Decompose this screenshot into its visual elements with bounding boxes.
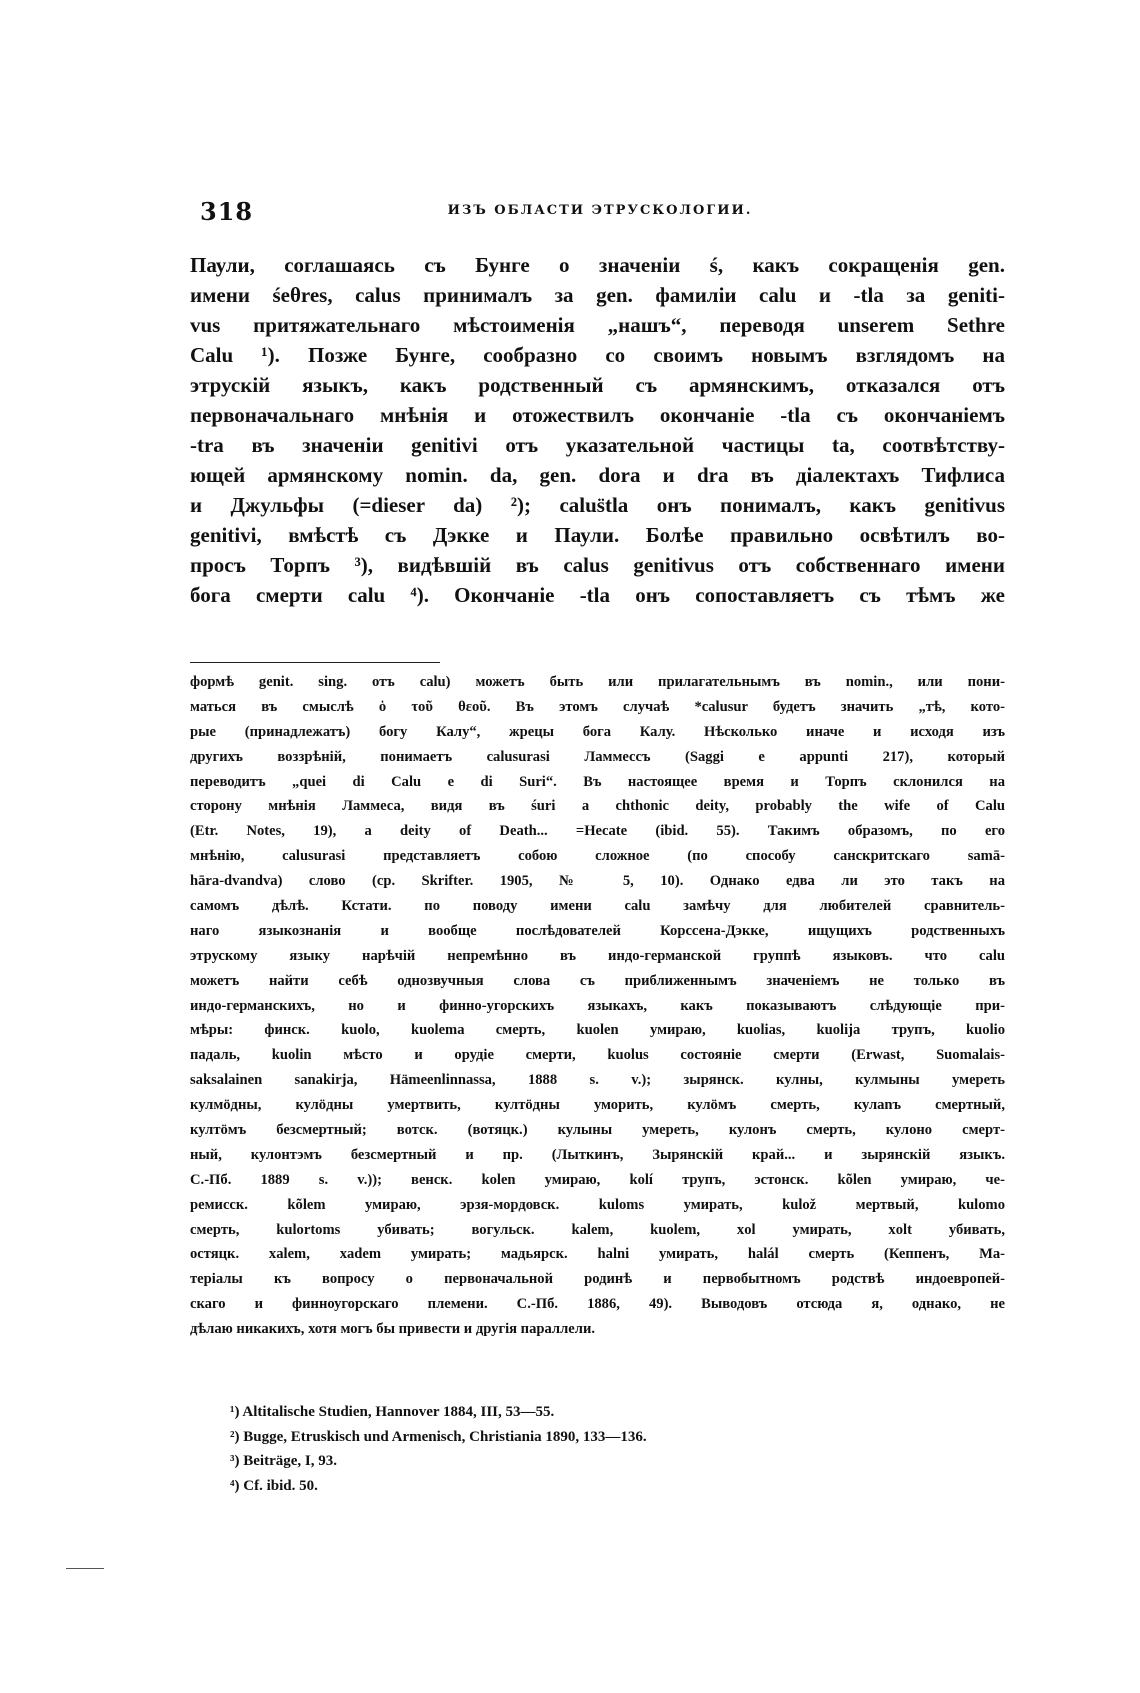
note-line: сторону мнѣнія Ламмеса, видя въ śuri a chthonic deity, probably the wife of Calu: [190, 798, 1005, 815]
note-line: култöмъ безсмертный; вотск. (вотяцк.) кулыны умереть, кулонъ смерть, кулоно смерт-: [190, 1122, 1005, 1139]
note-line: мнѣнію, calusurasi представляетъ собою сложное (по способу санскритскаго samā-: [190, 848, 1005, 865]
note-line: ремисск. kõlem умираю, эрзя-мордовск. kuloms умирать, kulož мертвый, kulomo: [190, 1196, 1005, 1213]
note-line: самомъ дѣлѣ. Кстати. по поводу имени calu замѣчу для любителей сравнитель-: [190, 898, 1005, 915]
footnote-divider: [190, 662, 440, 663]
text-line: просъ Торпъ ³), видѣвшій въ calus genitivus отъ собственнаго имени: [190, 553, 1005, 577]
footnote-1: ¹) Altitalische Studien, Hannover 1884, III, 53—55.: [230, 1404, 555, 1420]
note-line: можетъ найти себѣ однозвучныя слова съ приближеннымъ значеніемъ не только въ: [190, 972, 1005, 989]
note-line: saksalainen sanakirja, Hämeenlinnassa, 1888 s. v.); зырянск. кулны, кулмыны умереть: [190, 1072, 1005, 1089]
note-line: индо-германскихъ, но и финно-угорскихъ языкахъ, какъ показываютъ слѣдующіе при-: [190, 997, 1005, 1014]
text-line: первоначальнаго мнѣнія и отожествилъ окончаніе -tla съ окончаніемъ: [190, 403, 1005, 427]
note-line: переводитъ „quei di Calu e di Suri“. Въ настоящее время и Торпъ склонился на: [190, 773, 1005, 790]
text-line: genitivi, вмѣстѣ съ Дэкке и Паули. Болѣе правильно освѣтилъ во-: [190, 523, 1005, 547]
note-line: другихъ воззрѣній, понимаетъ calusurasi Ламмессъ (Saggi e appunti 217), который: [190, 748, 1005, 765]
page-edge-mark: [66, 1568, 104, 1569]
page-header: [200, 197, 1000, 227]
main-text-block: [190, 250, 1005, 610]
note-line: этрускому языку нарѣчій непремѣнно въ индо-германской группѣ языковъ. что calu: [190, 947, 1005, 964]
text-line: и Джульфы (=dieser da) ²); calus̈tla онъ понималъ, какъ genitivus: [190, 493, 1005, 517]
note-line: наго языкознанія и вообще послѣдователей Корссена-Дэкке, ищущихъ родственныхъ: [190, 922, 1005, 939]
text-line: имени śeθres, calus принималъ за gen. фамиліи calu и -tla за geniti-: [190, 283, 1005, 307]
note-line: рые (принадлежатъ) богу Калу“, жрецы бога Калу. Нѣсколько иначе и исходя изъ: [190, 723, 1005, 740]
note-line: мѣры: финск. kuolo, kuolema смерть, kuolen умираю, kuolias, kuolija трупъ, kuolio: [190, 1022, 1005, 1039]
note-line: дѣлаю никакихъ, хотя могъ бы привести и другія параллели.: [190, 1321, 596, 1338]
note-line: (Etr. Notes, 19), a deity of Death... =Hecate (ibid. 55). Такимъ образомъ, по его: [190, 823, 1005, 840]
note-line: смерть, kulortoms убивать; вогульск. kalem, kuolem, xol умирать, xolt убивать,: [190, 1221, 1005, 1238]
text-line: бога смерти calu ⁴). Окончаніе -tla онъ сопоставляетъ съ тѣмъ же: [190, 583, 1005, 607]
note-line: скаго и финноугорскаго племени. С.-Пб. 1886, 49). Выводовъ отсюда я, однако, не: [190, 1296, 1005, 1313]
note-line: формѣ genit. sing. отъ calu) можетъ быть или прилагательнымъ въ nomin., или пони-: [190, 674, 1005, 690]
text-line: Calu ¹). Позже Бунге, сообразно со своимъ новымъ взглядомъ на: [190, 343, 1005, 367]
page-number: 318: [200, 197, 254, 226]
note-line: кулмöдны, кулöдны умертвить, култöдны уморить, кулöмъ смерть, кулаnъ смертный,: [190, 1097, 1005, 1114]
note-line: маться въ смыслѣ ὁ τοῦ θεοῦ. Въ этомъ случаѣ *calusur будетъ значить „тѣ, кото-: [190, 698, 1005, 715]
text-line: -tra въ значеніи genitivi отъ указательной частицы ta, соотвѣтству-: [190, 433, 1005, 457]
footnote-4: ⁴) Cf. ibid. 50.: [230, 1477, 318, 1494]
footnote-3: ³) Beiträge, I, 93.: [230, 1453, 337, 1469]
text-line: этрускій языкъ, какъ родственный съ армянскимъ, отказался отъ: [190, 373, 1005, 397]
note-line: ный, кулонтэмъ безсмертный и пр. (Лыткинъ, Зырянскій край... и зырянскій языкъ.: [190, 1146, 1005, 1163]
text-line: ющей армянскому nomin. da, gen. dora и dra въ діалектахъ Тифлиса: [190, 463, 1005, 487]
text-line: Паули, соглашаясь съ Бунге о значеніи ś, какъ сокращенія gen.: [190, 253, 1005, 277]
continued-note-block: [190, 670, 1005, 1342]
note-line: hāra-dvandva) слово (ср. Skrifter. 1905, № 5, 10). Однако едва ли это такъ на: [190, 873, 1005, 890]
running-title: ИЗЪ ОБЛАСТИ ЭТРУСКОЛОГИИ.: [447, 203, 753, 218]
text-line: vus притяжательнаго мѣстоименія „нашъ“, переводя unserem Sethre: [190, 313, 1005, 337]
note-line: остяцк. xalem, xadem умирать; мадьярск. halni умирать, halál смерть (Кеппенъ, Ма-: [190, 1246, 1005, 1263]
note-line: С.-Пб. 1889 s. v.)); венск. kolen умираю, kolí трупъ, эстонск. kõlen умираю, че-: [190, 1171, 1005, 1188]
note-line: падаль, kuolin мѣсто и орудіе смерти, kuolus состояніе смерти (Erwast, Suomalais-: [190, 1047, 1005, 1064]
note-line: теріалы къ вопросу о первоначальной родинѣ и первобытномъ родствѣ индоевропей-: [190, 1271, 1005, 1288]
footnote-2: ²) Bugge, Etruskisch und Armenisch, Christiania 1890, 133—136.: [230, 1428, 647, 1445]
footnotes: [230, 1400, 930, 1498]
